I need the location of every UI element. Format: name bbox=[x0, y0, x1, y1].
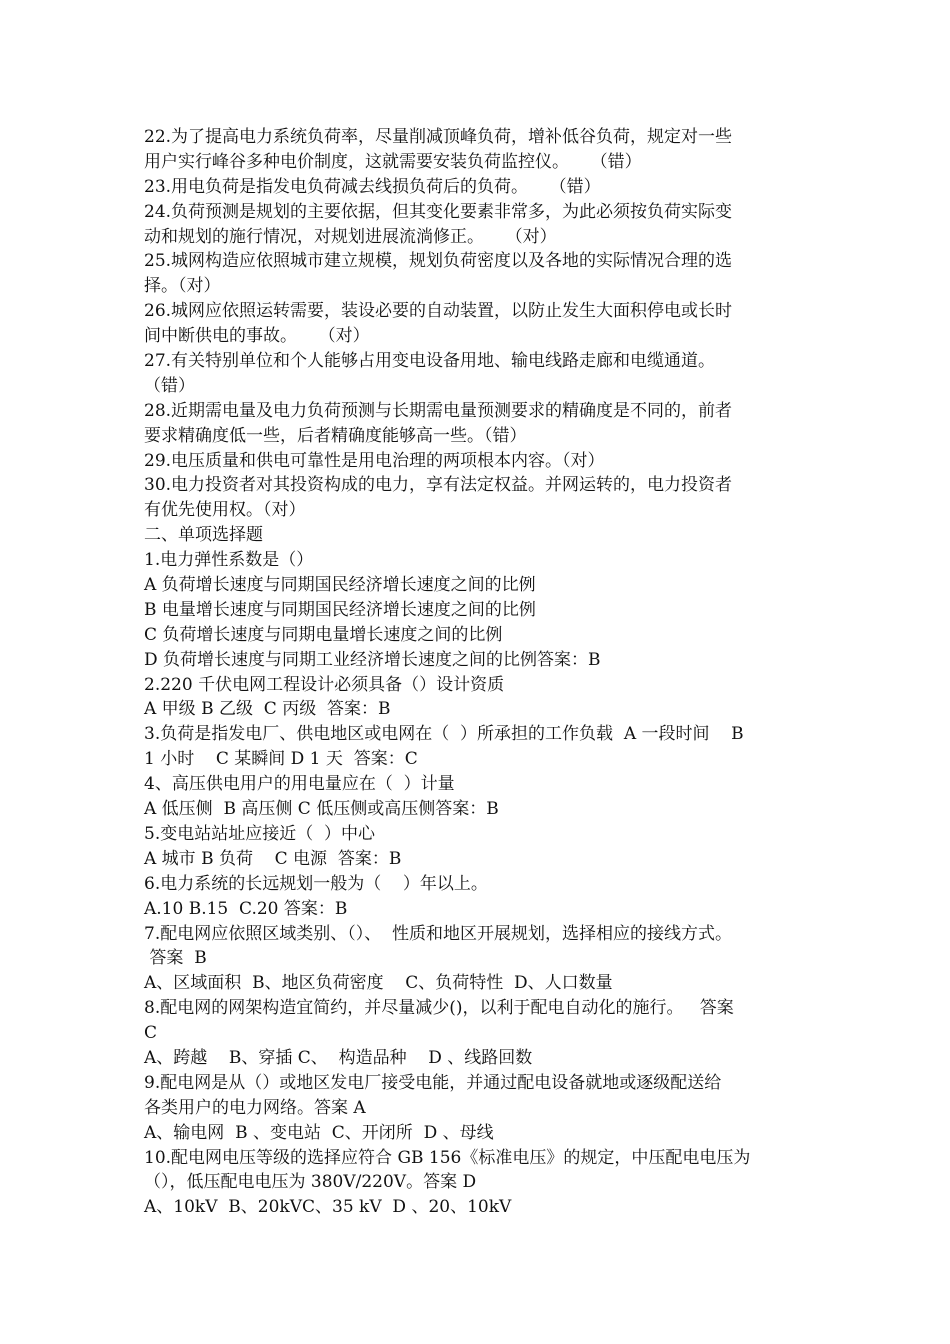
text-line: 23.用电负荷是指发电负荷减去线损负荷后的负荷。 （错） bbox=[144, 176, 601, 197]
text-line: 4、高压供电用户的用电量应在（ ）计量 bbox=[144, 774, 455, 795]
text-line: 3.负荷是指发电厂、供电地区或电网在（ ）所承担的工作负载 A 一段时间 B bbox=[144, 724, 744, 745]
text-line: 29.电压质量和供电可靠性是用电治理的两项根本内容。（对） bbox=[144, 450, 605, 471]
text-line: 6.电力系统的长远规划一般为（ ）年以上。 bbox=[144, 873, 488, 894]
text-line: 1.电力弹性系数是（） bbox=[144, 550, 314, 571]
text-line: 5.变电站站址应接近（ ）中心 bbox=[144, 823, 376, 844]
text-line: 答案 B bbox=[144, 948, 207, 969]
text-line: 24.负荷预测是规划的主要依据，但其变化要素非常多，为此必须按负荷实际变 bbox=[144, 201, 733, 222]
text-line: 要求精确度低一些，后者精确度能够高一些。（错） bbox=[144, 425, 527, 446]
text-line: 30.电力投资者对其投资构成的电力，享有法定权益。并网运转的，电力投资者 bbox=[144, 475, 733, 496]
text-line: 间中断供电的事故。 （对） bbox=[144, 326, 370, 347]
text-line: （），低压配电电压为 380V/220V。答案 D bbox=[144, 1172, 477, 1193]
text-line: A.10 B.15 C.20 答案：B bbox=[144, 898, 348, 919]
text-line: D 负荷增长速度与同期工业经济增长速度之间的比例答案：B bbox=[144, 649, 601, 670]
text-line: B 电量增长速度与同期国民经济增长速度之间的比例 bbox=[144, 599, 536, 620]
text-line: 27.有关特别单位和个人能够占用变电设备用地、输电线路走廊和电缆通道。 bbox=[144, 351, 716, 372]
text-line: 8.配电网的网架构造宜简约，并尽量减少()，以利于配电自动化的施行。 答案 bbox=[144, 998, 734, 1019]
text-line: 择。（对） bbox=[144, 276, 221, 297]
text-line: 7.配电网应依照区域类别、（）、 性质和地区开展规划，选择相应的接线方式。 bbox=[144, 923, 733, 944]
text-line: （错） bbox=[144, 375, 195, 396]
text-line: 动和规划的施行情况，对规划进展流淌修正。 （对） bbox=[144, 226, 557, 247]
text-line: 各类用户的电力网络。答案 A bbox=[144, 1097, 366, 1118]
section-heading: 二、单项选择题 bbox=[144, 525, 263, 546]
text-line: A 城市 B 负荷 C 电源 答案：B bbox=[144, 848, 402, 869]
text-line: A、区域面积 B、地区负荷密度 C、负荷特性 D、人口数量 bbox=[144, 973, 613, 994]
text-line: 25.城网构造应依照城市建立规模，规划负荷密度以及各地的实际情况合理的选 bbox=[144, 251, 733, 272]
text-line: A 甲级 B 乙级 C 丙级 答案：B bbox=[144, 699, 391, 720]
text-line: A 低压侧 B 高压侧 C 低压侧或高压侧答案：B bbox=[144, 799, 499, 820]
text-line: 用户实行峰谷多种电价制度，这就需要安装负荷监控仪。 （错） bbox=[144, 151, 642, 172]
text-line: 9.配电网是从（）或地区发电厂接受电能，并通过配电设备就地或逐级配送给 bbox=[144, 1072, 722, 1093]
text-line: A 负荷增长速度与同期国民经济增长速度之间的比例 bbox=[144, 575, 536, 596]
text-line: A、10kV B、20kVC、35 kV D 、20、10kV bbox=[144, 1197, 512, 1218]
text-line: 22.为了提高电力系统负荷率，尽量削减顶峰负荷，增补低谷负荷，规定对一些 bbox=[144, 127, 733, 147]
text-line: A、输电网 B 、变电站 C、开闭所 D 、母线 bbox=[144, 1122, 494, 1143]
text-line: 28.近期需电量及电力负荷预测与长期需电量预测要求的精确度是不同的，前者 bbox=[144, 400, 733, 421]
text-line: C 负荷增长速度与同期电量增长速度之间的比例 bbox=[144, 624, 503, 645]
text-line: C bbox=[144, 1023, 158, 1044]
text-line: 10.配电网电压等级的选择应符合 GB 156《标准电压》的规定，中压配电电压为 bbox=[144, 1147, 751, 1168]
document-page bbox=[144, 125, 824, 1220]
text-line: A、跨越 B、穿插 C、 构造品种 D 、线路回数 bbox=[144, 1047, 533, 1068]
text-line: 26.城网应依照运转需要，装设必要的自动装置，以防止发生大面积停电或长时 bbox=[144, 301, 733, 322]
text-line: 1 小时 C 某瞬间 D 1 天 答案：C bbox=[144, 749, 418, 770]
text-line: 有优先使用权。（对） bbox=[144, 500, 306, 521]
text-line: 2.220 千伏电网工程设计必须具备（）设计资质 bbox=[144, 674, 505, 695]
